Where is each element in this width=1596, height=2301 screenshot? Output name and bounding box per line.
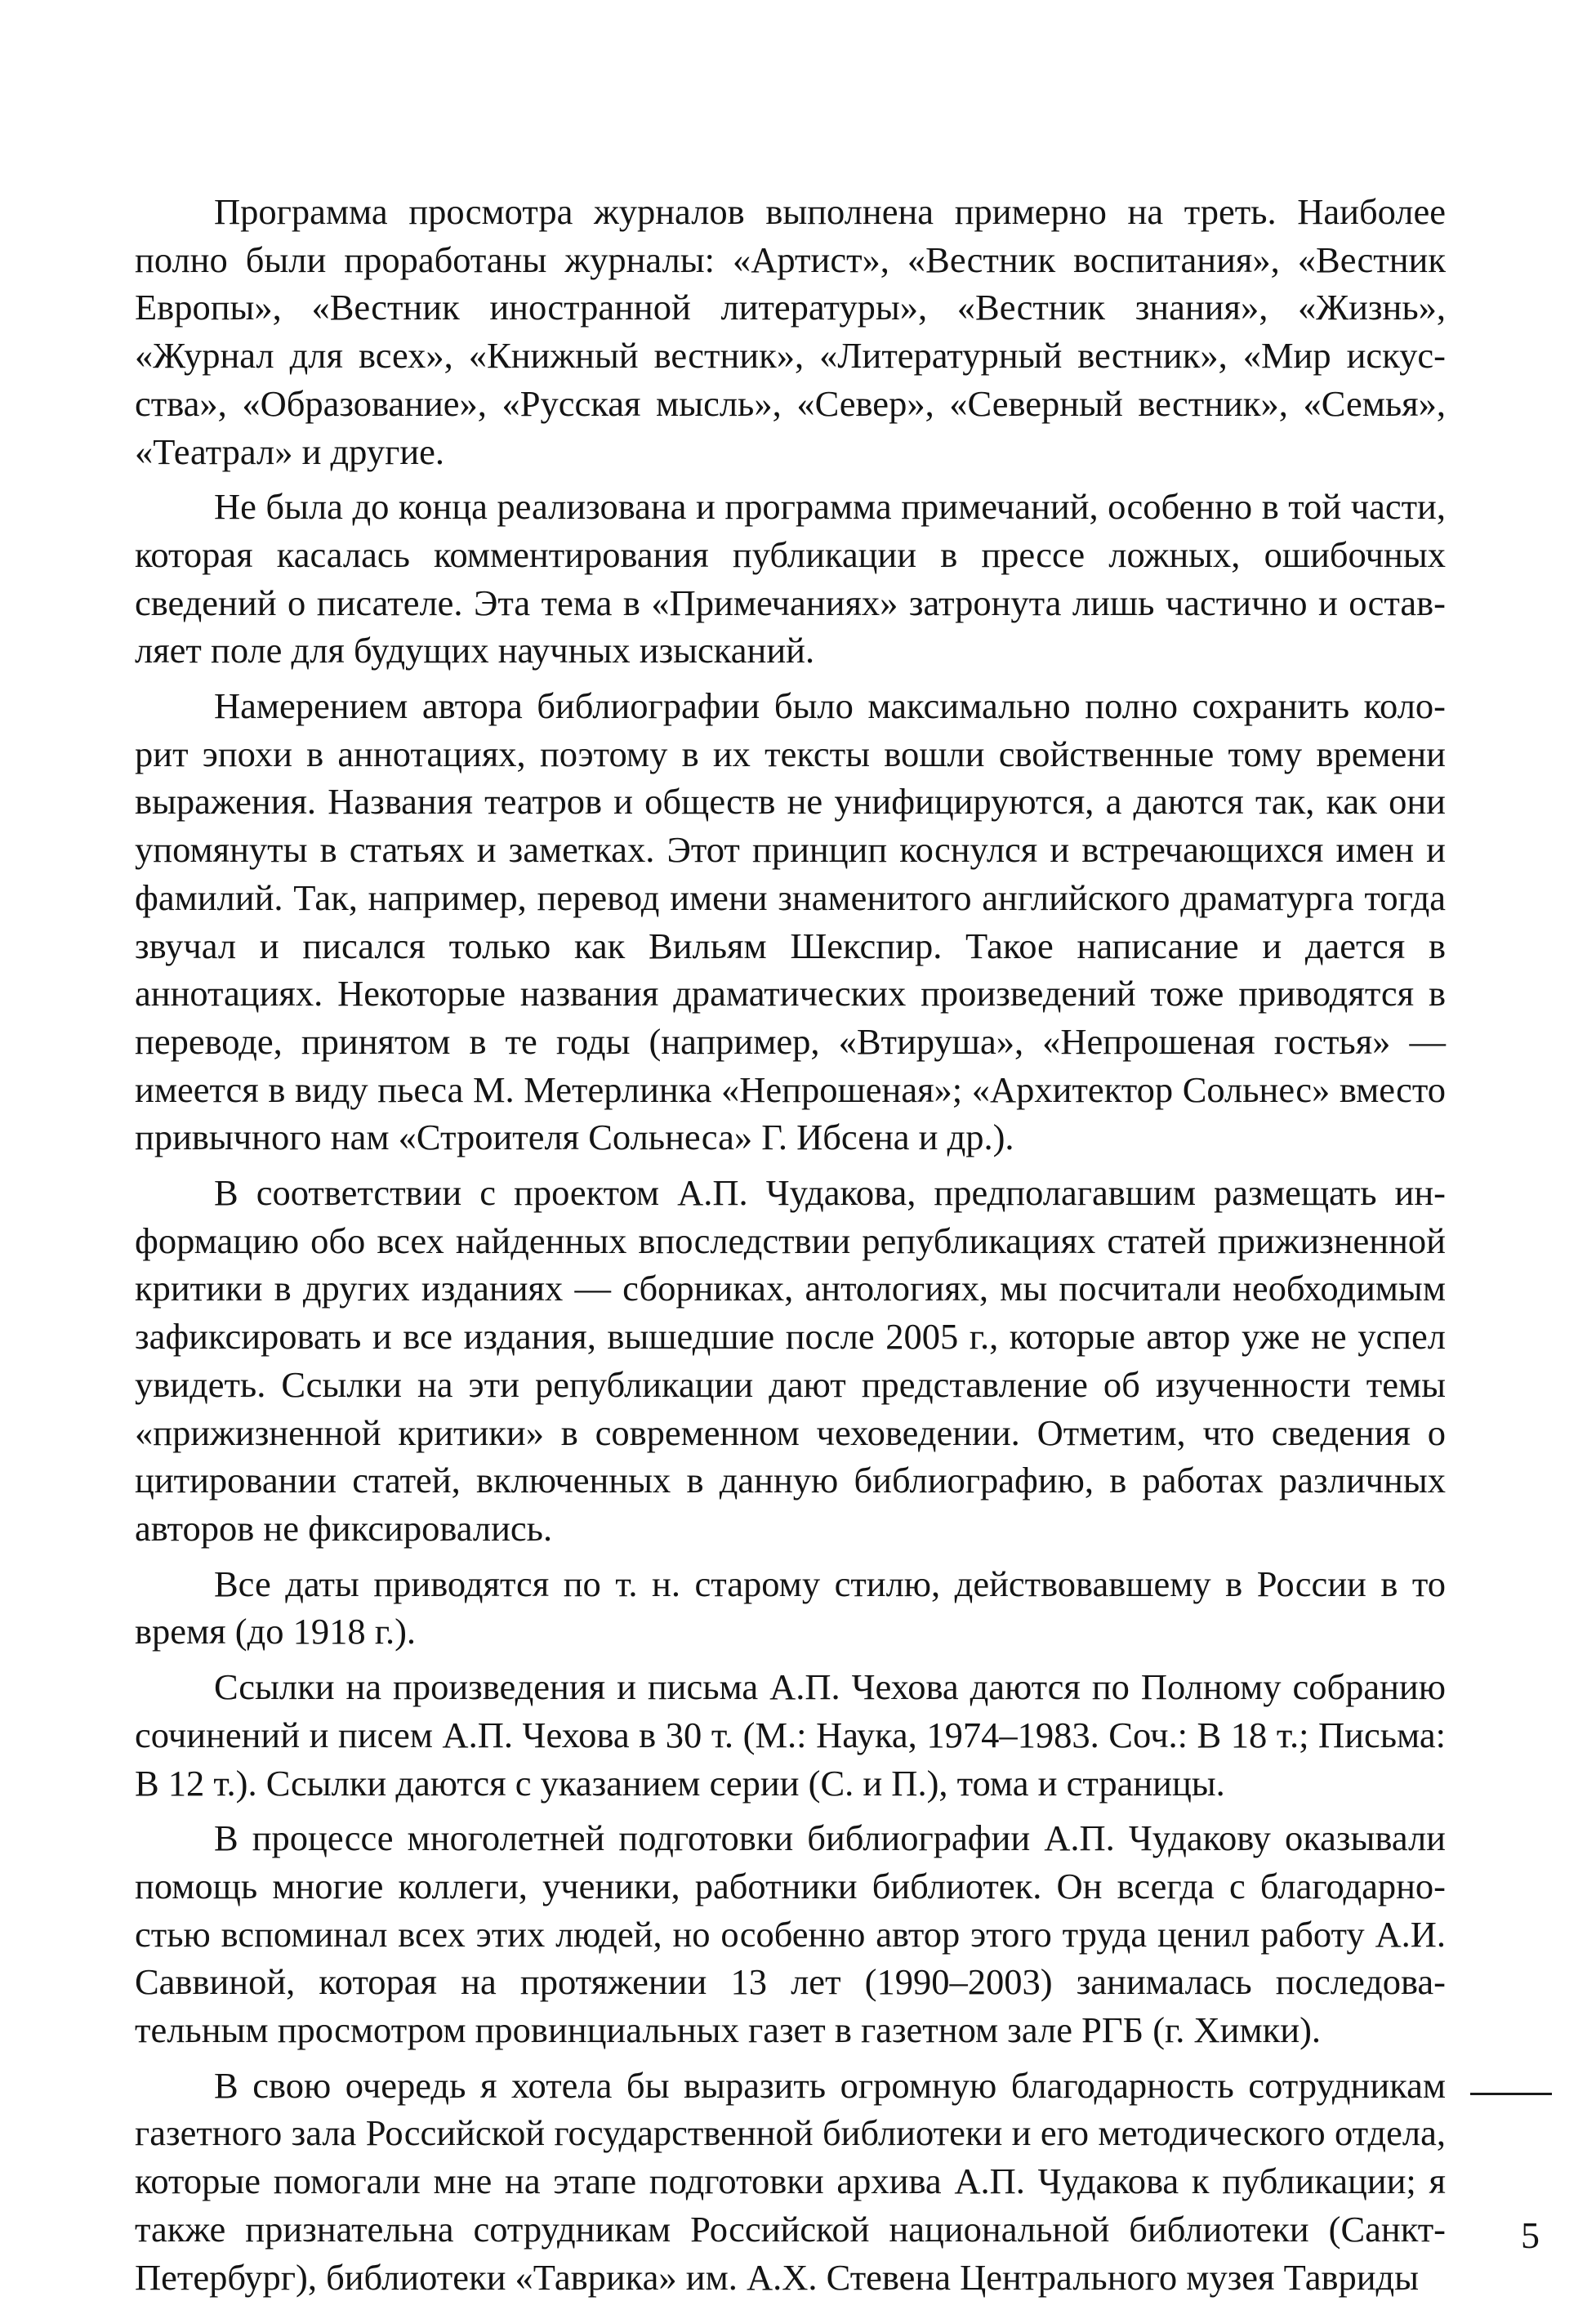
paragraph-references: Ссылки на произведения и письма А.П. Чехова даются по Полному собранию сочинений и писем А.П. Чехова в 30 т. (М.: Наука, 1974–1983. Соч.: В 18 т.; Письма: В 12 т.). Ссылки даются с указанием серии (С. и П.), тома и страницы. (135, 1666, 1446, 1804)
paragraph-annotations: Намерением автора библиографии было максимально полно сохранить колорит эпохи в аннотациях, поэтому в их тексты вошли свойственные тому времени выражения. Названия театров и обществ не унифицируются, а даются так, как они упомянуты в статьях и заметках. Этот принцип коснулся и встречающихся имен и фамилий. Так, например, перевод имени знаменитого английского драматурга тогда звучал и писался только как Вильям Шекспир. Такое написание и дается в аннотациях. Некоторые названия драматических произведений тоже приводятся в переводе, принятом в те годы (например, «Втируша», «Непрошеная гостья» — имеется в виду пьеса М. Метерлинка «Непрошеная»; «Архитектор Сольнес» вместо привычного нам «Строителя Сольнеса» Г. Ибсена и др.). (135, 685, 1446, 1158)
paragraph-notes: Не была до конца реализована и программа примечаний, особенно в той части, которая касалась комментирования публикации в прессе ложных, ошибочных сведений о писателе. Эта тема в «Примечаниях» затронута лишь частично и оставляет поле для будущих научных изысканий. (135, 486, 1446, 671)
body-text (135, 188, 1446, 2301)
footer-rule (1470, 2093, 1552, 2095)
paragraph-republications: В соответствии с проектом А.П. Чудакова, предполагавшим размещать информацию обо всех найденных впоследствии републикациях статей прижизненной критики в других изданиях — сборниках, антологиях, мы посчитали необходимым зафиксировать и все издания, вышедшие после 2005 г., которые автор уже не успел увидеть. Ссылки на эти републикации дают представление об изученности темы «прижизненной критики» в современном чеховедении. Отметим, что сведения о цитировании статей, включенных в данную библиографию, в работах различных авторов не фиксировались. (135, 1172, 1446, 1549)
paragraph-acknowledgements: В процессе многолетней подготовки библиографии А.П. Чудакову оказывали помощь многие коллеги, ученики, работники библиотек. Он всегда с благодарностью вспоминал всех этих людей, но особенно автор этого труда ценил работу А.И. Саввиной, которая на протяжении 13 лет (1990–2003) занималась последовательным просмотром провинциальных газет в газетном зале РГБ (г. Химки). (135, 1817, 1446, 2051)
page-number: 5 (1521, 2214, 1540, 2256)
paragraph-journals: Программа просмотра журналов выполнена примерно на треть. Наиболее полно были проработаны журналы: «Артист», «Вестник воспитания», «Вестник Европы», «Вестник иностранной литературы», «Вестник знания», «Жизнь», «Журнал для всех», «Книжный вестник», «Литературный вестник», «Мир искусства», «Образование», «Русская мысль», «Север», «Северный вестник», «Семья», «Театрал» и другие. (135, 191, 1446, 472)
paragraph-dates: Все даты приводятся по т. н. старому стилю, действовавшему в России в то время (до 1918 г.). (135, 1563, 1446, 1652)
paragraph-gratitude: В свою очередь я хотела бы выразить огромную благодарность сотрудникам газетного зала Российской государственной библиотеки и его методического отдела, которые помогали мне на этапе подготовки архива А.П. Чудакова к публикации; я также признательна сотрудникам Российской национальной библиотеки (Санкт-Петербург), библиотеки «Таврика» им. А.Х. Стевена Центрального музея Тавриды (135, 2064, 1446, 2298)
